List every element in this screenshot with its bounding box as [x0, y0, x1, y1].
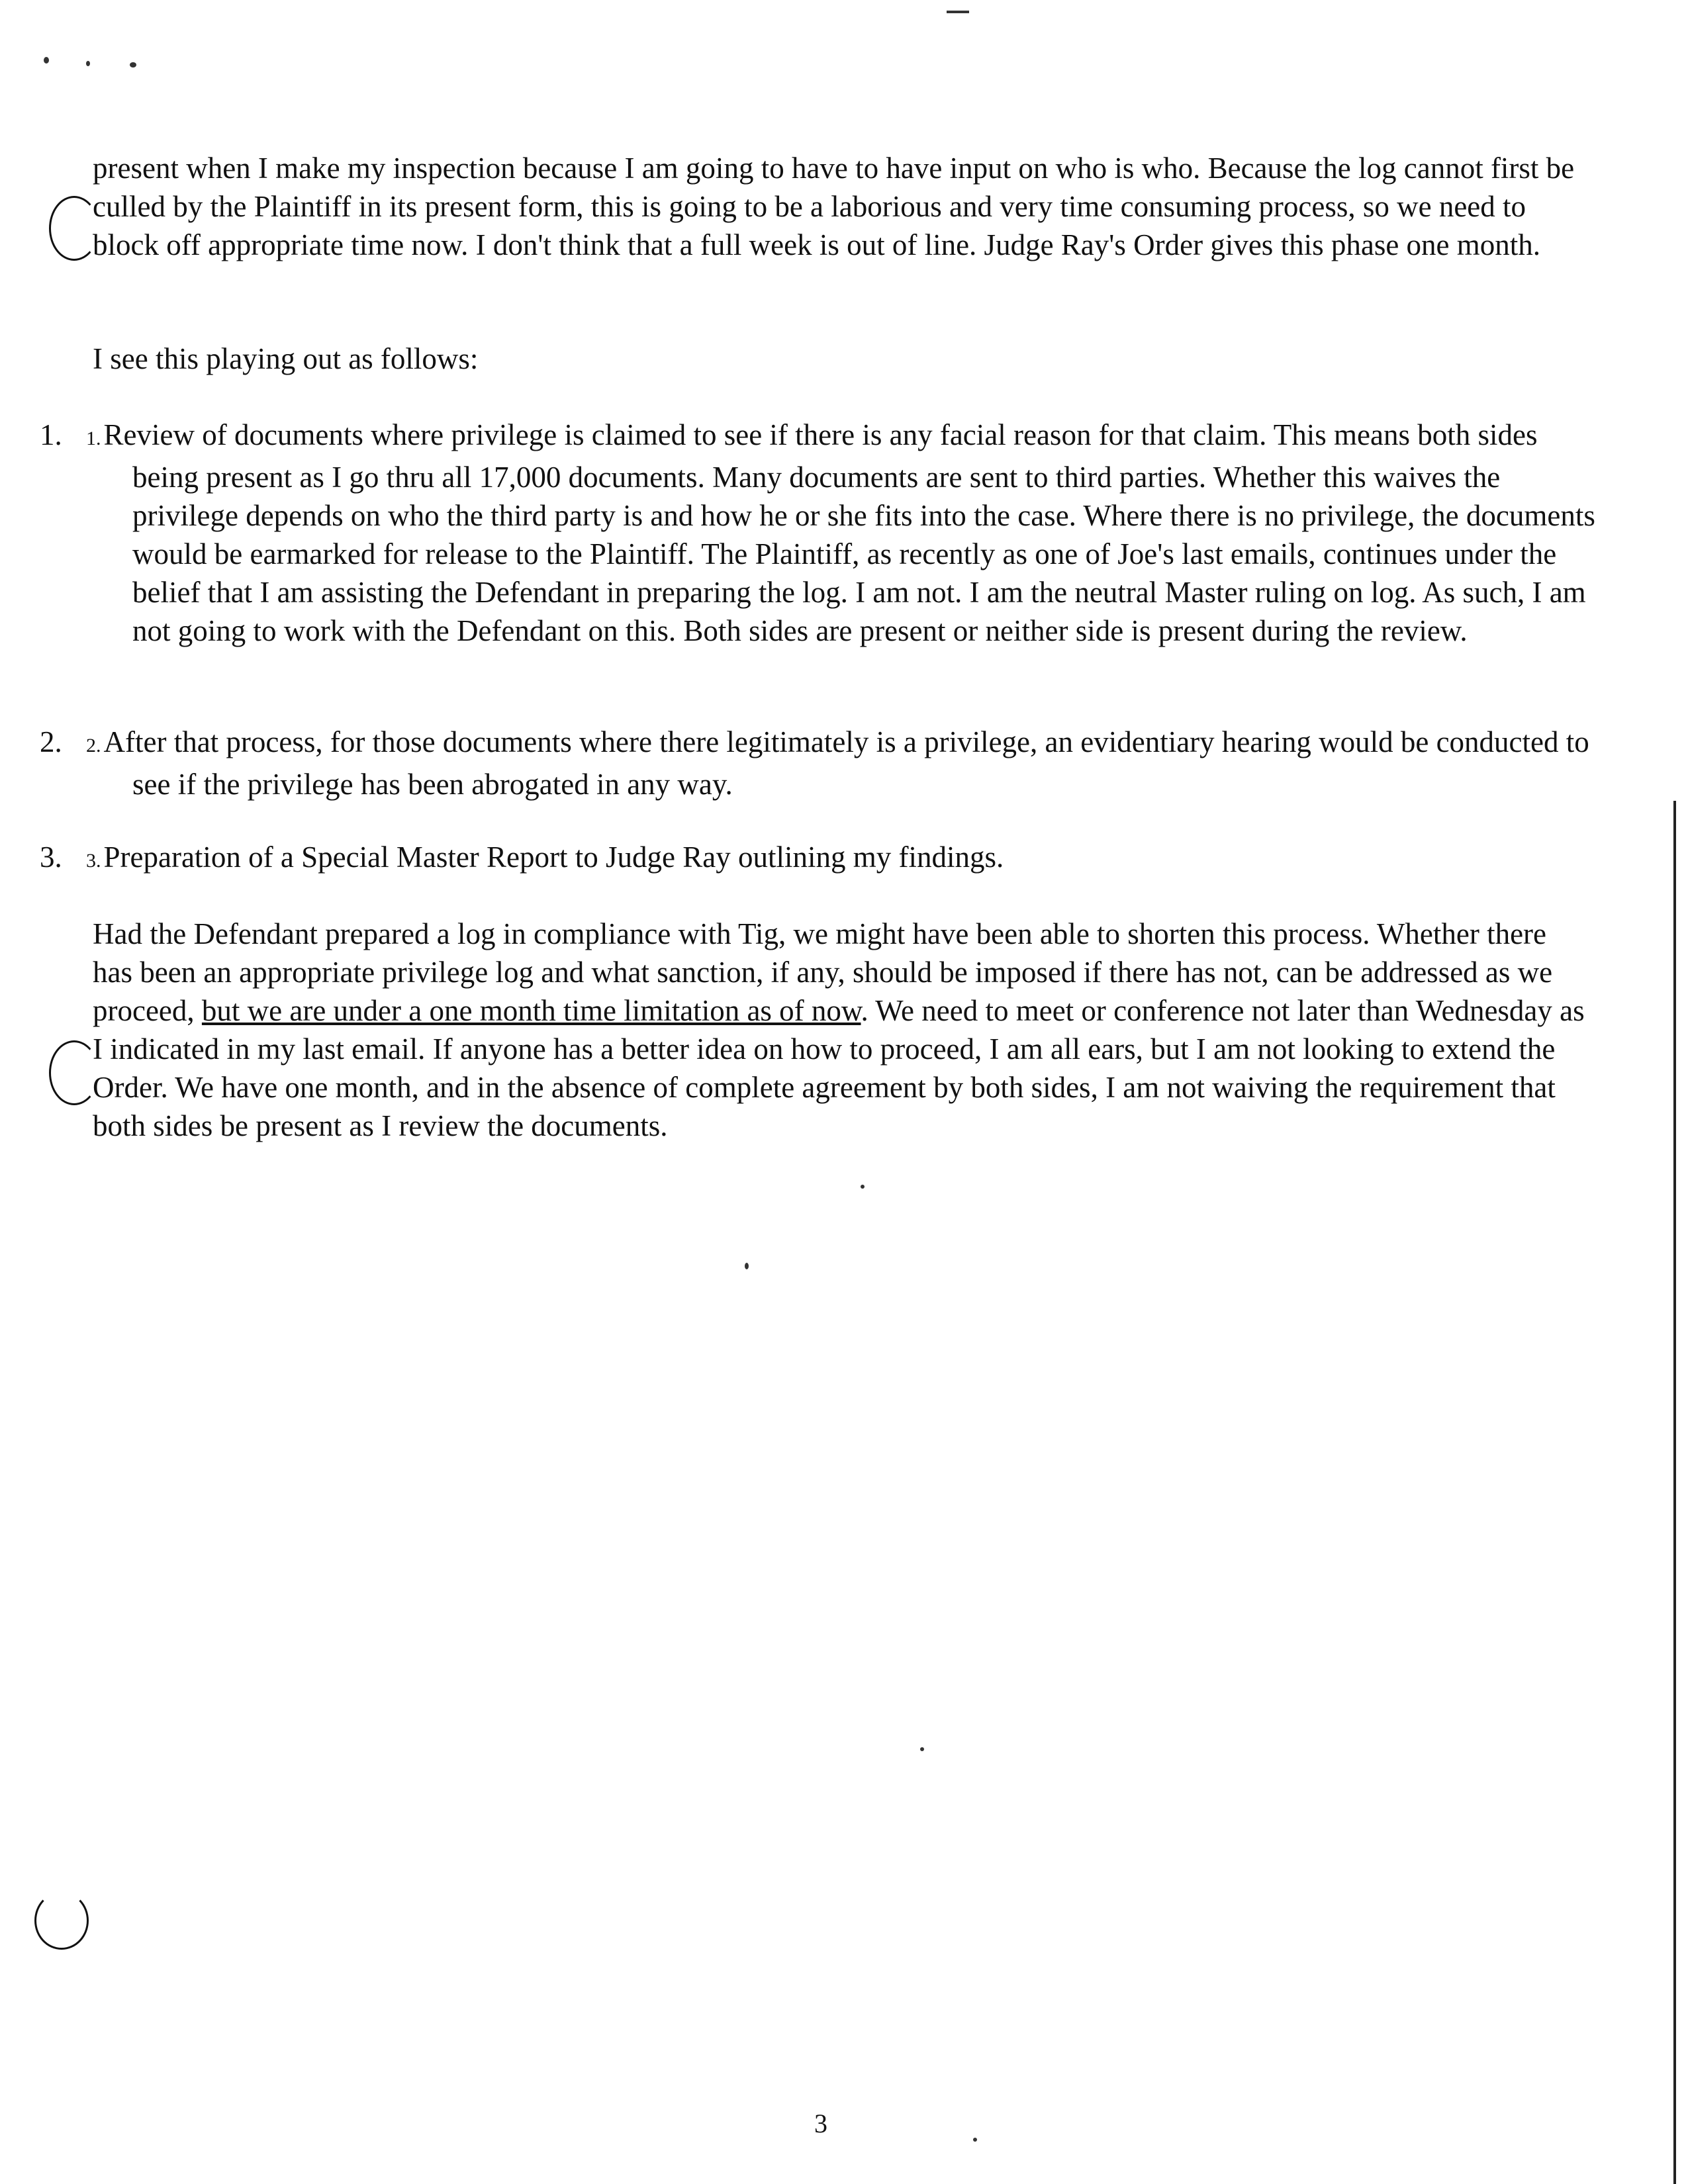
- closing-paragraph: [93, 915, 1589, 1145]
- list-number: 1.: [40, 418, 62, 451]
- scan-edge-line: [1673, 801, 1676, 2184]
- scan-speck: [745, 1263, 749, 1269]
- scan-speck: [44, 57, 49, 64]
- list-sub-number: 3.: [86, 850, 101, 872]
- list-item-text: [86, 416, 1609, 650]
- scan-speck: [973, 2138, 977, 2142]
- list-item-body: Preparation of a Special Master Report to Judge Ray outlining my findings.: [103, 841, 1004, 874]
- scan-speck: [861, 1185, 865, 1189]
- list-item-body: Review of documents where privilege is claimed to see if there is any facial reason for that claim. This means both sides being present as I go thru all 17,000 documents. Many documents are sent to third parties. Whether this waives the privilege depends on who the third party is and how he or she fits into the case. Where there is no privilege, the documents would be earmarked for release to the Plaintiff. The Plaintiff, as recently as one of Joe's last emails, continues under the belief that I am assisting the Defendant in preparing the log. I am not. I am the neutral Master ruling on log. As such, I am not going to work with the Defendant on this. Both sides are present or neither side is present during the review.: [103, 418, 1595, 647]
- binder-hole-top: [49, 196, 99, 261]
- intro-paragraph: present when I make my inspection because I am going to have to have input on who is who. Because the log cannot first be culled by the Plaintiff in its present form, this is going to be a laborious and very time consuming process, so we need to block off appropriate time now. I don't think that a full week is out of line. Judge Ray's Order gives this phase one month.: [93, 152, 1575, 261]
- binder-hole-bottom: [34, 1891, 89, 1950]
- underlined-deadline-text: but we are under a one month time limitation as of now: [201, 994, 861, 1027]
- lead-sentence: I see this playing out as follows:: [93, 342, 479, 375]
- scan-speck: [920, 1747, 924, 1751]
- closing-text-part-2: . We need to meet or conference not later than Wednesday as I indicated in my last email. If anyone has a better idea on how to proceed, I am all ears, but I am not looking to extend the Order. We have one month, and in the absence of complete agreement by both sides, I am not waiving the requirement that both sides be present as I review the documents.: [93, 994, 1585, 1142]
- scan-speck: [947, 11, 969, 13]
- list-item-text: [86, 723, 1609, 803]
- closing-text-part-1: Had the Defendant prepared a log in compliance with Tig, we might have been able to shorten this process. Whether there has been an appropriate privilege log and what sanction, if any, should be imposed if there has not, can be addressed as we proceed,: [93, 917, 1553, 1027]
- scan-speck: [130, 62, 136, 68]
- list-item-text: [86, 838, 1609, 880]
- scan-speck: [86, 61, 90, 66]
- list-number: 2.: [40, 725, 62, 758]
- list-sub-number: 2.: [86, 735, 101, 756]
- list-item-body: After that process, for those documents where there legitimately is a privilege, an evidentiary hearing would be conducted to see if the privilege has been abrogated in any way.: [103, 725, 1589, 801]
- binder-hole-middle: [49, 1040, 99, 1105]
- list-sub-number: 1.: [86, 428, 101, 449]
- page-number: 3: [814, 2109, 827, 2138]
- list-number: 3.: [40, 841, 62, 874]
